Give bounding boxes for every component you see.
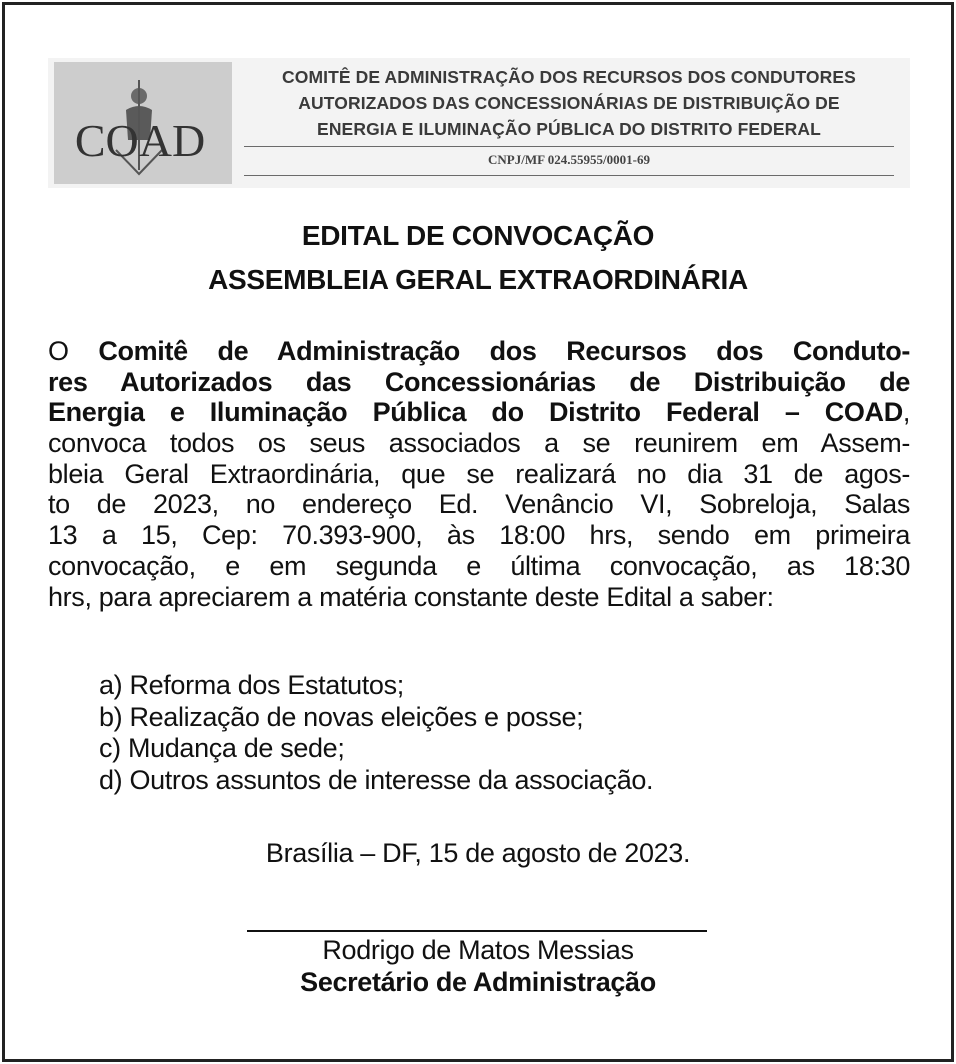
cnpj: CNPJ/MF 024.55955/0001-69 <box>488 152 650 167</box>
org-line-1: COMITÊ DE ADMINISTRAÇÃO DOS RECURSOS DOS CONDUTORES <box>282 67 856 87</box>
org-line-3: ENERGIA E ILUMINAÇÃO PÚBLICA DO DISTRITO FEDERAL <box>317 119 821 139</box>
convocation-paragraph <box>48 336 910 612</box>
paragraph-line: bleia Geral Extraordinária, que se realizará no dia 31 de agos- <box>48 458 910 489</box>
paragraph-line: O Comitê de Administração dos Recursos dos Conduto- <box>48 336 910 366</box>
place-date: Brasília – DF, 15 de agosto de 2023. <box>265 838 691 868</box>
paragraph-line: convoca todos os seus associados a se reunirem em Assem- <box>48 428 910 459</box>
signature-line <box>247 930 707 932</box>
paragraph-line: hrs, para apreciarem a matéria constante deste Edital a saber: <box>48 581 774 612</box>
letterhead-rule-top <box>244 146 894 147</box>
letterhead-organization <box>244 64 894 167</box>
paragraph-line: to de 2023, no endereço Ed. Venâncio VI, Sobreloja, Salas <box>48 489 910 520</box>
agenda-list <box>99 670 859 796</box>
agenda-item: c) Mudança de sede; <box>99 733 345 763</box>
paragraph-line: Energia e Iluminação Pública do Distrito Federal – COAD, <box>48 397 910 428</box>
agenda-item: d) Outros assuntos de interesse da associação. <box>99 764 654 795</box>
letterhead-rule-bottom <box>244 175 894 176</box>
paragraph-line: res Autorizados das Concessionárias de Distribuição de <box>48 366 910 397</box>
signatory-name: Rodrigo de Matos Messias <box>322 935 634 965</box>
org-line-2: AUTORIZADOS DAS CONCESSIONÁRIAS DE DISTRIBUIÇÃO DE <box>298 93 840 113</box>
paragraph-line: convocação, e em segunda e última convocação, as 18:30 <box>48 550 910 581</box>
paragraph-line: 13 a 15, Cep: 70.393-900, às 18:00 hrs, sendo em primeira <box>48 520 910 551</box>
document-subtitle: ASSEMBLEIA GERAL EXTRAORDINÁRIA <box>208 264 748 295</box>
coad-logo-icon <box>54 62 232 184</box>
logo-wordmark: COAD <box>74 115 206 166</box>
signatory-role: Secretário de Administração <box>300 967 656 997</box>
agenda-item: a) Reforma dos Estatutos; <box>99 670 404 700</box>
agenda-item: b) Realização de novas eleições e posse; <box>99 701 584 732</box>
letterhead <box>48 58 910 188</box>
document-title: EDITAL DE CONVOCAÇÃO <box>301 220 655 251</box>
